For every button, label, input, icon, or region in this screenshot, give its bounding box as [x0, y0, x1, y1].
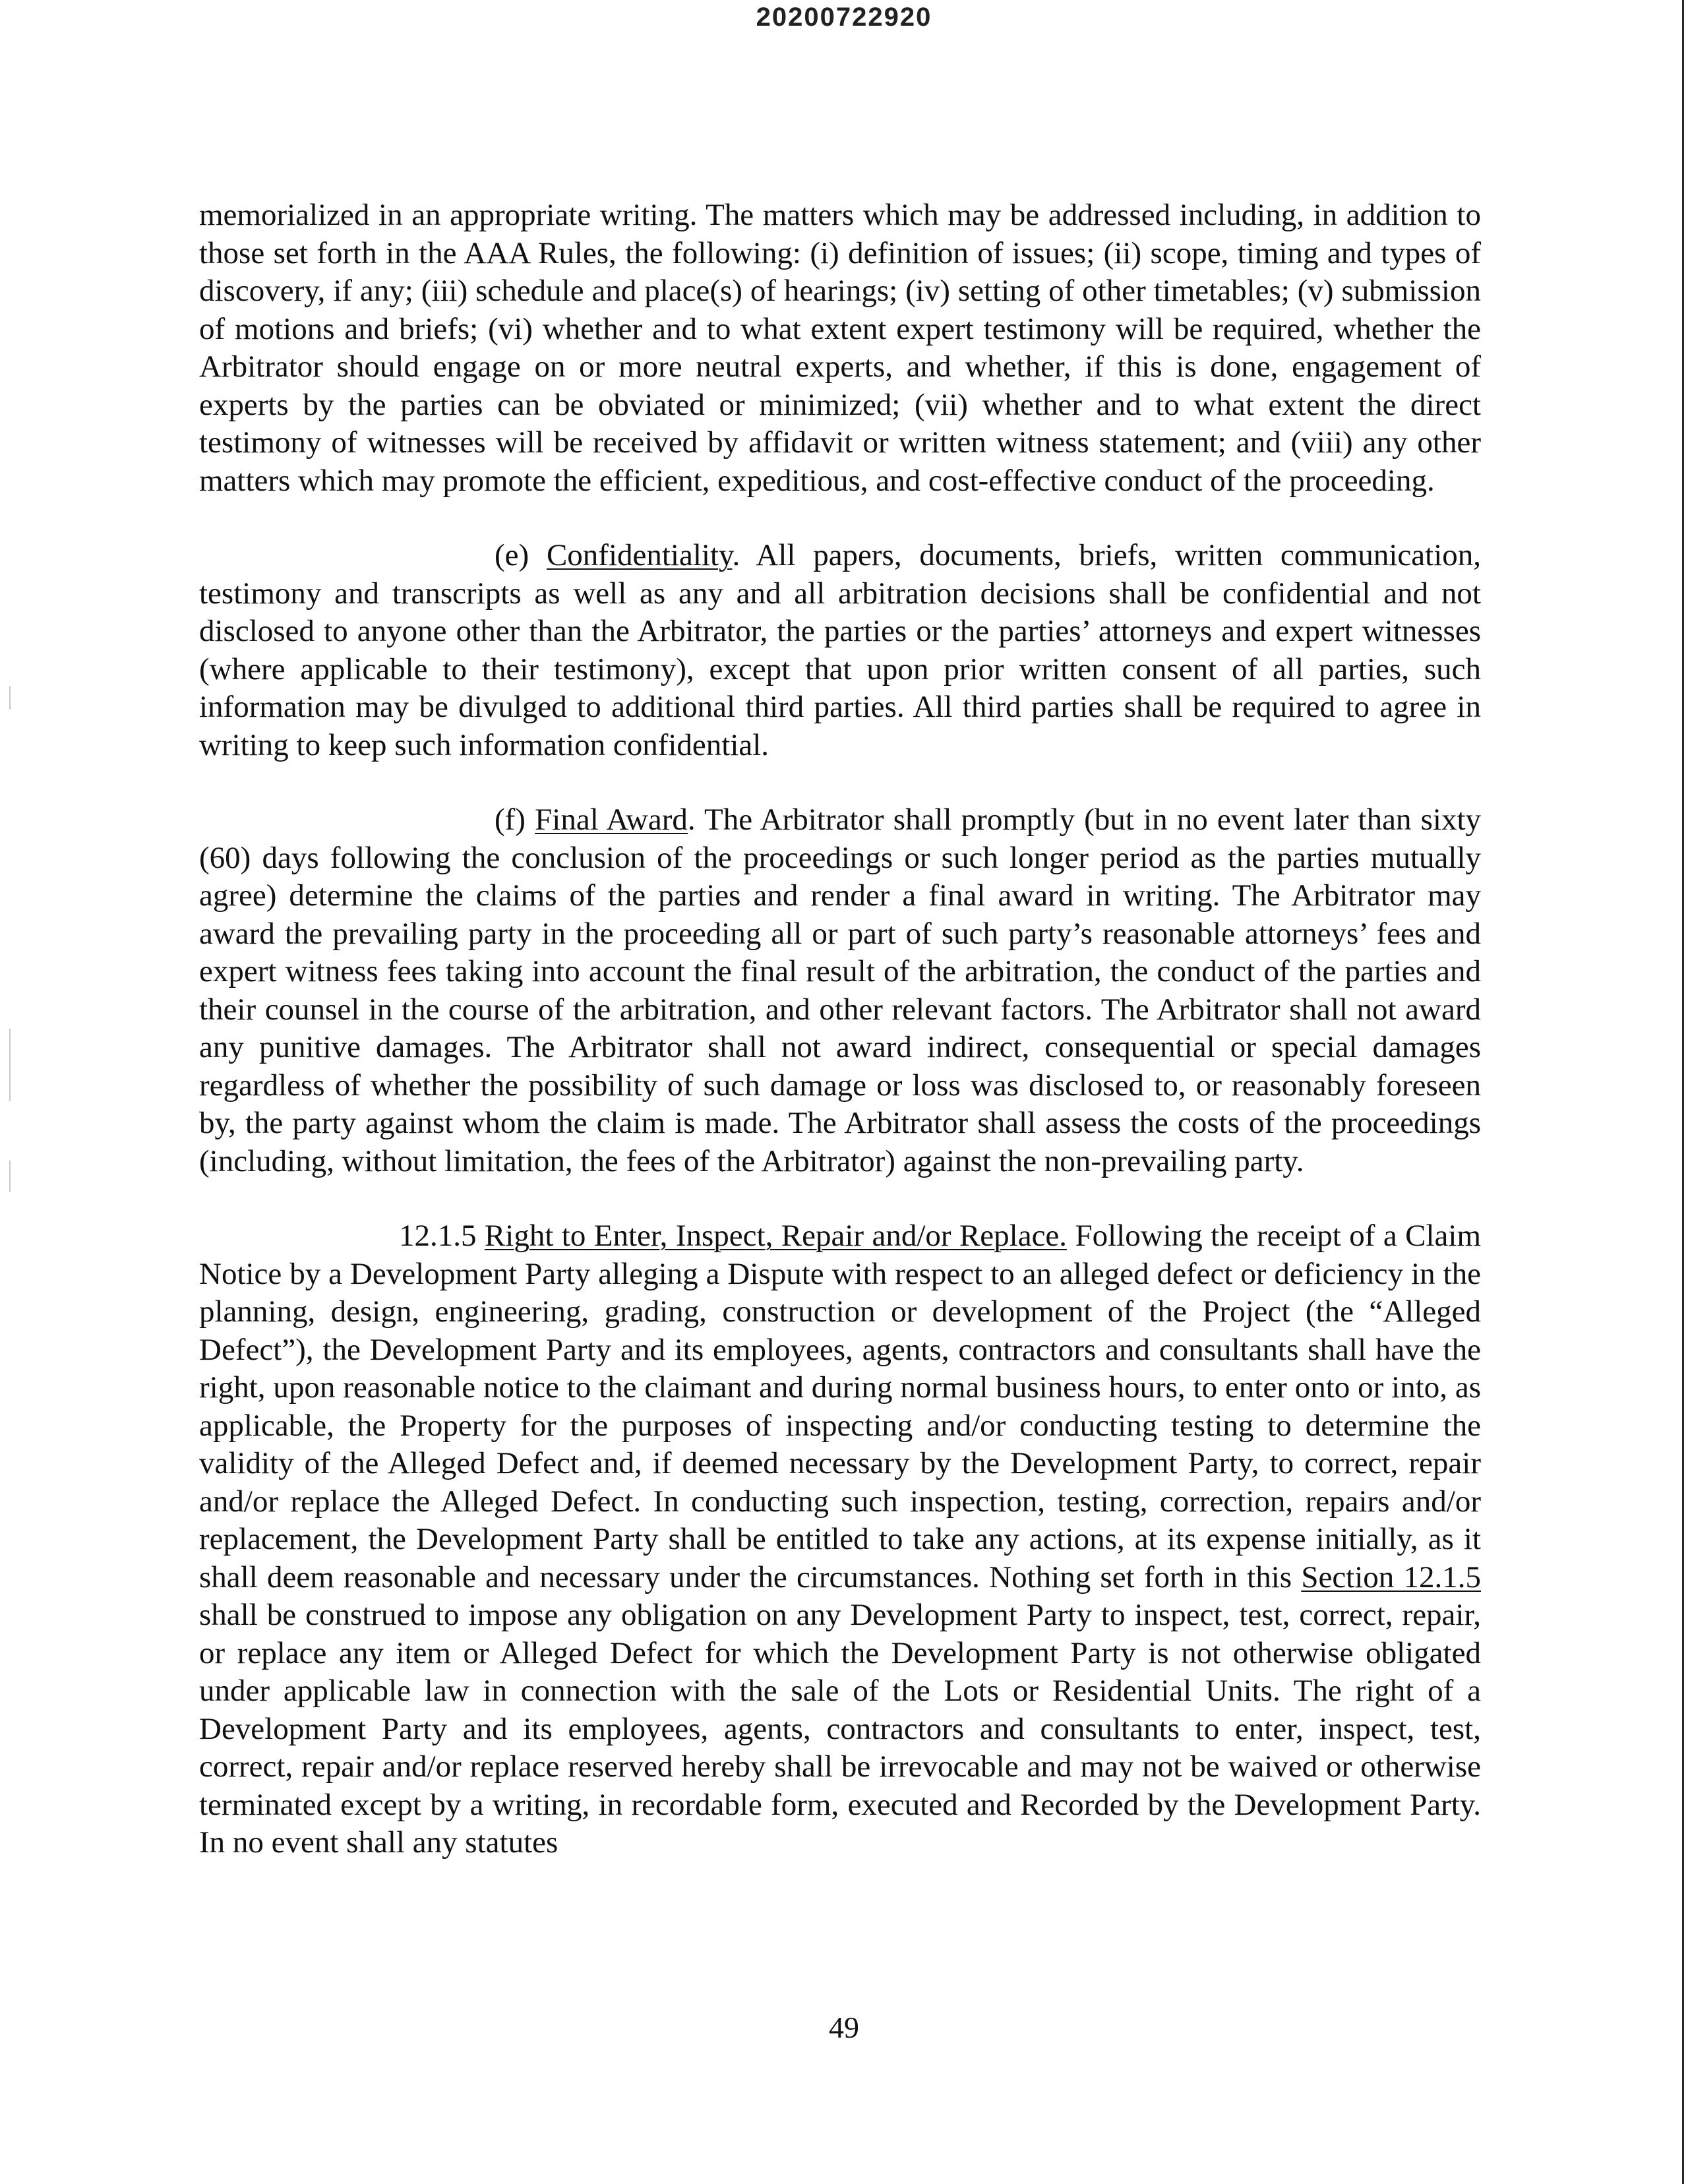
scan-speckle	[9, 686, 11, 710]
section-heading: Right to Enter, Inspect, Repair and/or Replace.	[484, 1219, 1068, 1253]
paragraph-text: . The Arbitrator shall promptly (but in no event later than sixty (60) days following the conclusion of the proceedings or such longer period as the parties mutually agree) determine the claims of the parties and render a final award in writing. The Arbitrator may award the prevailing party in the proceeding all or part of such party’s reasonable attorneys’ fees and expert witness fees taking into account the final result of the arbitration, the conduct of the parties and their counsel in the course of the arbitration, and other relevant factors. The Arbitrator shall not award any punitive damages. The Arbitrator shall not award indirect, consequential or special damages regardless of whether the possibility of such damage or loss was disclosed to, or reasonably foreseen by, the party against whom the claim is made. The Arbitrator shall assess the costs of the proceedings (including, without limitation, the fees of the Arbitrator) against the non-prevailing party.	[199, 803, 1482, 1178]
subsection-label: (f)	[495, 803, 526, 837]
paragraph-section-12-1-5	[199, 1217, 1481, 1862]
paragraph-text: Following the receipt of a Claim Notice by a Development Party alleging a Dispute with respect to an alleged defect or deficiency in the planning, design, engineering, grading, construction or development of the Project (the “Alleged Defect”), the Development Party and its employees, agents, contractors and consultants shall have the right, upon reasonable notice to the claimant and during normal business hours, to enter onto or into, as applicable, the Property for the purposes of inspecting and/or conducting testing to determine the validity of the Alleged Defect and, if deemed necessary by the Development Party, to correct, repair and/or replace the Alleged Defect. In conducting such inspection, testing, correction, repairs and/or replacement, the Development Party shall be entitled to take any actions, at its expense initially, as it shall deem reasonable and necessary under the circumstances. Nothing set forth in this	[199, 1219, 1481, 1594]
paragraph-final-award	[199, 801, 1481, 1180]
page-edge-rule	[1682, 0, 1684, 2184]
paragraph-confidentiality	[199, 537, 1481, 764]
page-number: 49	[829, 2011, 859, 2044]
section-label: 12.1.5	[399, 1219, 477, 1253]
document-body	[199, 197, 1481, 1899]
document-number: 20200722920	[756, 3, 932, 32]
subsection-label: (e)	[495, 538, 529, 572]
section-reference: Section 12.1.5	[1301, 1560, 1482, 1594]
scan-speckle	[9, 1029, 11, 1101]
paragraph-text: shall be construed to impose any obligation on any Development Party to inspect, test, correct, repair, or replace any item or Alleged Defect for which the Development Party is not otherwise obligated under applicable law in connection with the sale of the Lots or Residential Units. The right of a Development Party and its employees, agents, contractors and consultants to enter, inspect, test, correct, repair and/or replace reserved hereby shall be irrevocable and may not be waived or otherwise terminated except by a writing, in recordable form, executed and Recorded by the Development Party. In no event shall any statutes	[199, 1598, 1481, 1860]
paragraph-text: memorialized in an appropriate writing. The matters which may be addressed including, in addition to those set forth in the AAA Rules, the following: (i) definition of issues; (ii) scope, timing and types of discovery, if any; (iii) schedule and place(s) of hearings; (iv) setting of other timetables; (v) submission of motions and briefs; (vi) whether and to what extent expert testimony will be required, whether the Arbitrator should engage on or more neutral experts, and whether, if this is done, engagement of experts by the parties can be obviated or minimized; (vii) whether and to what extent the direct testimony of witnesses will be received by affidavit or written witness statement; and (viii) any other matters which may promote the efficient, expeditious, and cost-effective conduct of the proceeding.	[199, 198, 1481, 498]
subsection-heading: Confidentiality	[546, 538, 733, 572]
scan-speckle	[9, 1161, 11, 1192]
paragraph-continued	[199, 197, 1481, 500]
subsection-heading: Final Award	[535, 803, 688, 837]
paragraph-text: . All papers, documents, briefs, written communication, testimony and transcripts as well as any and all arbitration decisions shall be confidential and not disclosed to anyone other than the Arbitrator, the parties or the parties’ attorneys and expert witnesses (where applicable to their testimony), except that upon prior written consent of all parties, such information may be divulged to additional third parties. All third parties shall be required to agree in writing to keep such information confidential.	[199, 538, 1482, 762]
